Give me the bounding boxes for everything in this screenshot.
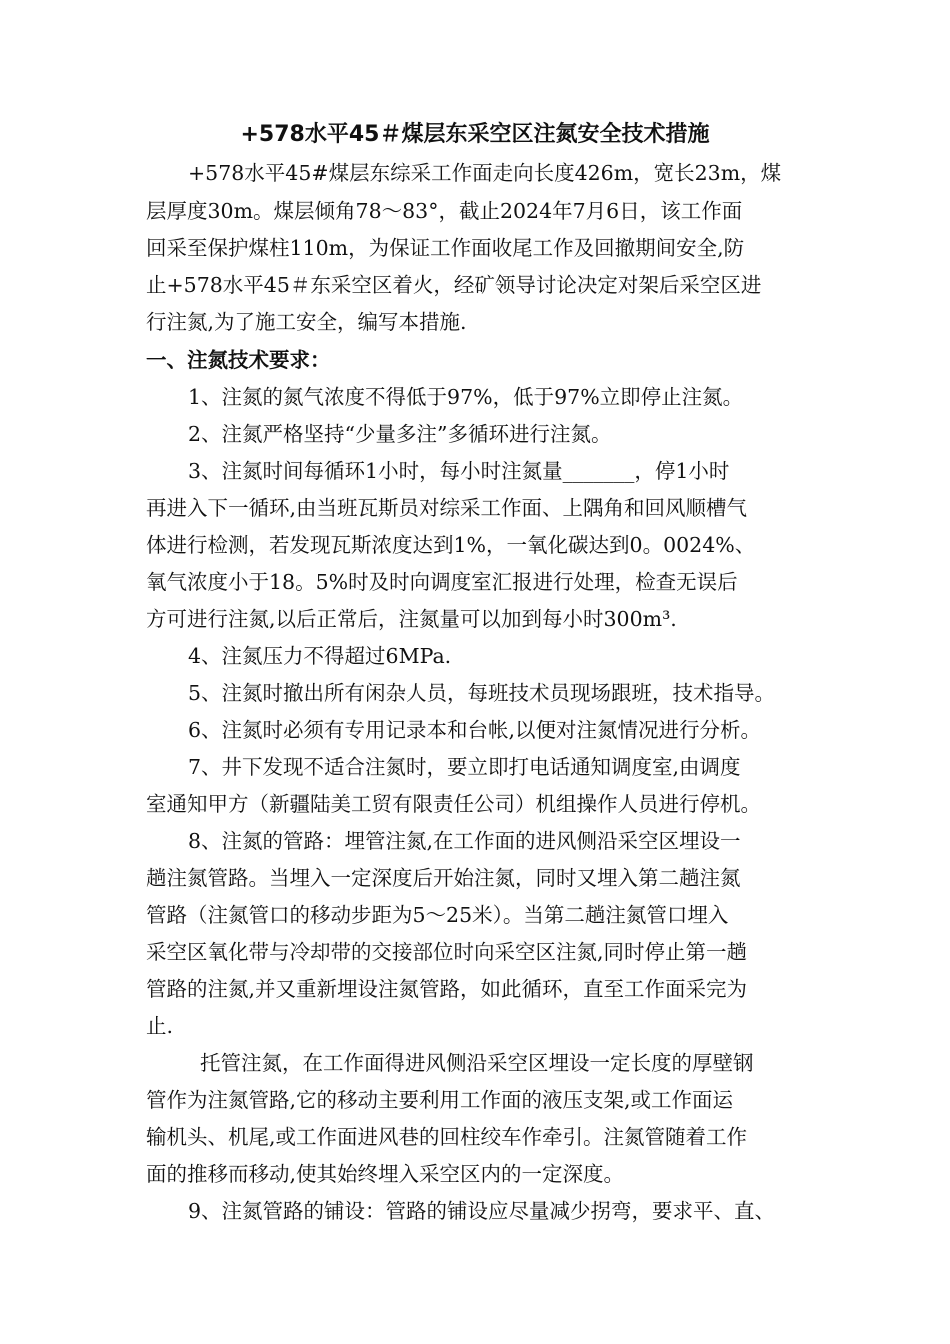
document-title: +578水平45＃煤层东采空区注氮安全技术措施 bbox=[240, 122, 710, 147]
paragraph-line: 管路（注氮管口的移动步距为5～25米）。当第二趟注氮管口埋入 bbox=[146, 903, 729, 927]
paragraph-line: 4、注氮压力不得超过6MPa. bbox=[188, 644, 452, 668]
paragraph-line: 管作为注氮管路,它的移动主要利用工作面的液压支架,或工作面运 bbox=[146, 1088, 734, 1112]
section-heading: 一、注氮技术要求： bbox=[146, 348, 331, 372]
paragraph-line: 管路的注氮,并又重新埋设注氮管路，如此循环，直至工作面采完为 bbox=[146, 977, 748, 1001]
paragraph-line: 止+578水平45＃东采空区着火，经矿领导讨论决定对架后采空区进 bbox=[146, 273, 762, 297]
paragraph-line: 行注氮,为了施工安全，编写本措施. bbox=[146, 310, 467, 334]
paragraph-line: 8、注氮的管路：埋管注氮,在工作面的进风侧沿采空区埋设一 bbox=[188, 829, 741, 853]
paragraph-line: 1、注氮的氮气浓度不得低于97%，低于97%立即停止注氮。 bbox=[188, 385, 744, 409]
paragraph-line: 层厚度30m。煤层倾角78～83°，截止2024年7月6日，该工作面 bbox=[146, 199, 743, 223]
paragraph-line: 6、注氮时必须有专用记录本和台帐,以便对注氮情况进行分析。 bbox=[188, 718, 762, 742]
paragraph-line: 再进入下一循环,由当班瓦斯员对综采工作面、上隅角和回风顺槽气 bbox=[146, 496, 748, 520]
paragraph-line: 氧气浓度小于18。5%时及时向调度室汇报进行处理，检查无误后 bbox=[146, 570, 738, 594]
paragraph-line: 回采至保护煤柱110m，为保证工作面收尾工作及回撤期间安全,防 bbox=[146, 236, 745, 260]
paragraph-line: 采空区氧化带与冷却带的交接部位时向采空区注氮,同时停止第一趟 bbox=[146, 940, 748, 964]
paragraph-line: 托管注氮，在工作面得进风侧沿采空区埋设一定长度的厚壁钢 bbox=[200, 1051, 754, 1075]
paragraph-line: 2、注氮严格坚持“少量多注”多循环进行注氮。 bbox=[188, 422, 612, 446]
paragraph-line: 7、井下发现不适合注氮时，要立即打电话通知调度室,由调度 bbox=[188, 755, 741, 779]
paragraph-line: 趟注氮管路。当埋入一定深度后开始注氮，同时又埋入第二趟注氮 bbox=[146, 866, 741, 890]
paragraph-line: 面的推移而移动,使其始终埋入采空区内的一定深度。 bbox=[146, 1162, 625, 1186]
paragraph-line: 5、注氮时撤出所有闲杂人员，每班技术员现场跟班，技术指导。 bbox=[188, 681, 776, 705]
paragraph-line: 输机头、机尾,或工作面进风巷的回柱绞车作牵引。注氮管随着工作 bbox=[146, 1125, 748, 1149]
paragraph-line: 9、注氮管路的铺设：管路的铺设应尽量减少拐弯，要求平、直、 bbox=[188, 1199, 776, 1223]
paragraph-line: +578水平45#煤层东综采工作面走向长度426m，宽长23m，煤 bbox=[188, 161, 782, 185]
paragraph-line: 方可进行注氮,以后正常后，注氮量可以加到每小时300m³. bbox=[146, 607, 677, 631]
paragraph-line: 止. bbox=[146, 1014, 174, 1038]
paragraph-line: 室通知甲方（新疆陆美工贸有限责任公司）机组操作人员进行停机。 bbox=[146, 792, 761, 816]
paragraph-line: 3、注氮时间每循环1小时，每小时注氮量_______，停1小时 bbox=[188, 459, 730, 483]
paragraph-line: 体进行检测，若发现瓦斯浓度达到1%，一氧化碳达到0。0024%、 bbox=[146, 533, 756, 557]
